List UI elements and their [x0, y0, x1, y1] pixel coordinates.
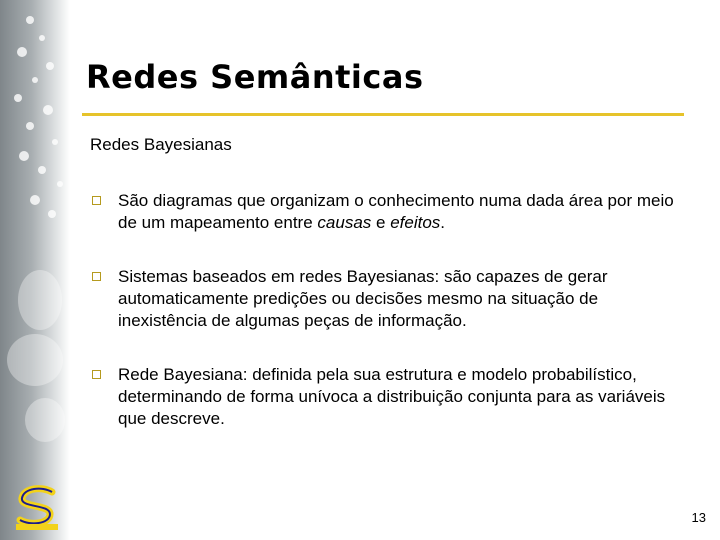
bullet-emphasis-causas: causas — [317, 213, 372, 232]
bullet-text-part: e — [371, 213, 391, 232]
bullet-item — [92, 266, 682, 332]
page-number: 13 — [691, 510, 706, 525]
square-bullet-icon — [92, 272, 101, 281]
slide-title: Redes Semânticas — [86, 58, 424, 96]
decorative-side-image — [0, 0, 70, 540]
bullet-text: Sistemas baseados em redes Bayesianas: são capazes de gerar automaticamente predições ou decisões mesmo na situação de inexistência de algumas peças de informação. — [118, 267, 608, 330]
bullet-text-part: São diagramas que organizam o conhecimento numa dada área por meio de um mapeamento entre — [118, 191, 674, 232]
bullet-text-part: . — [440, 213, 446, 232]
square-bullet-icon — [92, 370, 101, 379]
bullet-emphasis-efeitos: efeitos — [390, 213, 441, 232]
institution-logo-icon — [12, 484, 62, 532]
bullet-text: Rede Bayesiana: definida pela sua estrutura e modelo probabilístico, determinando de forma unívoca a distribuição conjunta para as variáveis que descreve. — [118, 365, 666, 428]
title-underline — [82, 113, 684, 116]
bullet-item — [92, 364, 682, 430]
square-bullet-icon — [92, 196, 101, 205]
bullet-item — [92, 190, 682, 234]
slide-subtitle: Redes Bayesianas — [90, 135, 232, 154]
bullet-list — [92, 190, 682, 430]
